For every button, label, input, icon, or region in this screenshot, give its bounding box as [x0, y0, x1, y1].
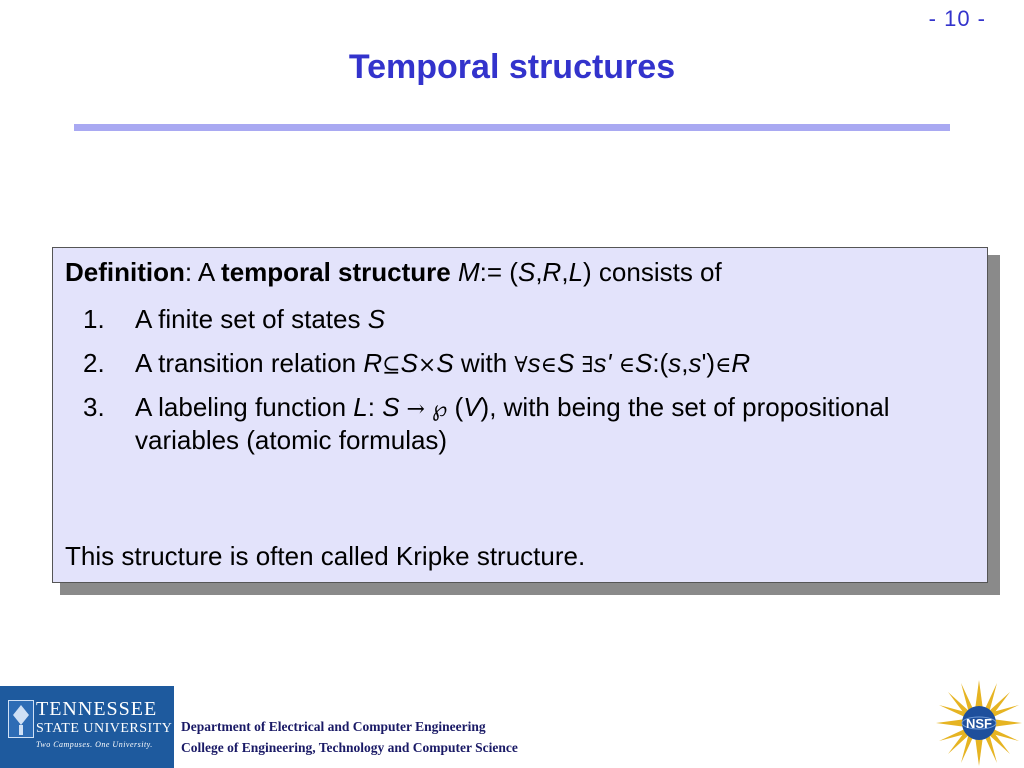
footer-college: College of Engineering, Technology and Computer Science	[181, 740, 518, 755]
page-number: - 10 -	[928, 6, 986, 31]
var-r: R	[363, 347, 383, 378]
element-of-symbol: ∈	[540, 352, 557, 378]
prime-close: ')	[701, 347, 716, 378]
var-s-small: s	[527, 347, 541, 378]
list-item-labeling	[53, 391, 983, 459]
logo-line-1: TENNESSEE	[36, 698, 158, 720]
var-s: S	[367, 304, 386, 334]
item-text-wrap	[135, 391, 955, 459]
var-m: M	[458, 257, 480, 287]
var-s: S	[634, 347, 653, 378]
list-number: 3.	[83, 391, 105, 422]
definition-box	[52, 247, 988, 583]
comma: ,	[535, 257, 543, 287]
definition-a: : A	[184, 257, 222, 287]
var-r: R	[542, 257, 562, 287]
item-text: A transition relation	[135, 347, 364, 378]
comma: ,	[561, 257, 569, 287]
var-s-small: s	[668, 347, 682, 378]
var-s: S	[436, 347, 454, 378]
item-text: A finite set of states	[135, 304, 368, 334]
nsf-label: NSF	[966, 716, 992, 731]
colon-open: :(	[652, 347, 669, 378]
subset-symbol: ⊆	[382, 352, 401, 378]
arrow-symbol: →	[399, 396, 432, 422]
nsf-logo-icon	[936, 680, 1022, 766]
var-r: R	[731, 347, 751, 378]
list-item-states	[53, 303, 983, 337]
var-s: S	[382, 391, 400, 422]
flag-icon-graphic	[9, 701, 33, 737]
space	[574, 348, 581, 378]
space	[611, 348, 618, 378]
element-of-symbol: ∈	[715, 352, 732, 378]
list-number: 1.	[83, 304, 105, 334]
logo-line-2: STATE UNIVERSITY	[36, 721, 173, 736]
definition-heading	[65, 256, 722, 290]
var-s: S	[400, 347, 418, 378]
powerset-symbol: ℘	[431, 396, 448, 422]
element-of-symbol: ∈	[618, 352, 635, 378]
definition-term: temporal structure	[221, 257, 451, 287]
footer-text	[181, 716, 518, 758]
flag-icon	[8, 700, 34, 738]
footer-department: Department of Electrical and Computer Engineering	[181, 719, 486, 734]
var-v: V	[463, 391, 481, 422]
closing-text: This structure is often called Kripke structure.	[65, 541, 586, 571]
forall-symbol: ∀	[514, 352, 528, 378]
var-s: S	[517, 257, 536, 287]
var-s-prime: s'	[593, 347, 612, 378]
definition-list	[53, 303, 983, 468]
paren-open: (	[447, 391, 464, 422]
exists-symbol: ∃	[581, 352, 594, 378]
with-text: with	[453, 347, 515, 378]
item-text-rest: ), with being the set of propositional variables (atomic formulas)	[135, 391, 890, 456]
slide-title: Temporal structures	[348, 48, 676, 86]
times-symbol: ×	[417, 352, 437, 378]
colon: :	[367, 391, 383, 422]
item-text: A labeling function	[135, 391, 354, 422]
consists-text: ) consists of	[583, 257, 722, 287]
var-l: L	[568, 257, 584, 287]
var-l: L	[353, 391, 368, 422]
assign-text: := (	[479, 257, 518, 287]
definition-label: Definition	[65, 257, 185, 287]
space	[451, 257, 458, 287]
tsu-logo	[0, 686, 174, 768]
list-item-transition	[53, 347, 983, 381]
comma: ,	[681, 347, 689, 378]
var-s-small: s	[688, 347, 702, 378]
title-divider	[74, 124, 950, 131]
list-number: 2.	[83, 347, 105, 378]
var-s: S	[556, 347, 575, 378]
logo-line-3: Two Campuses. One University.	[36, 740, 153, 749]
